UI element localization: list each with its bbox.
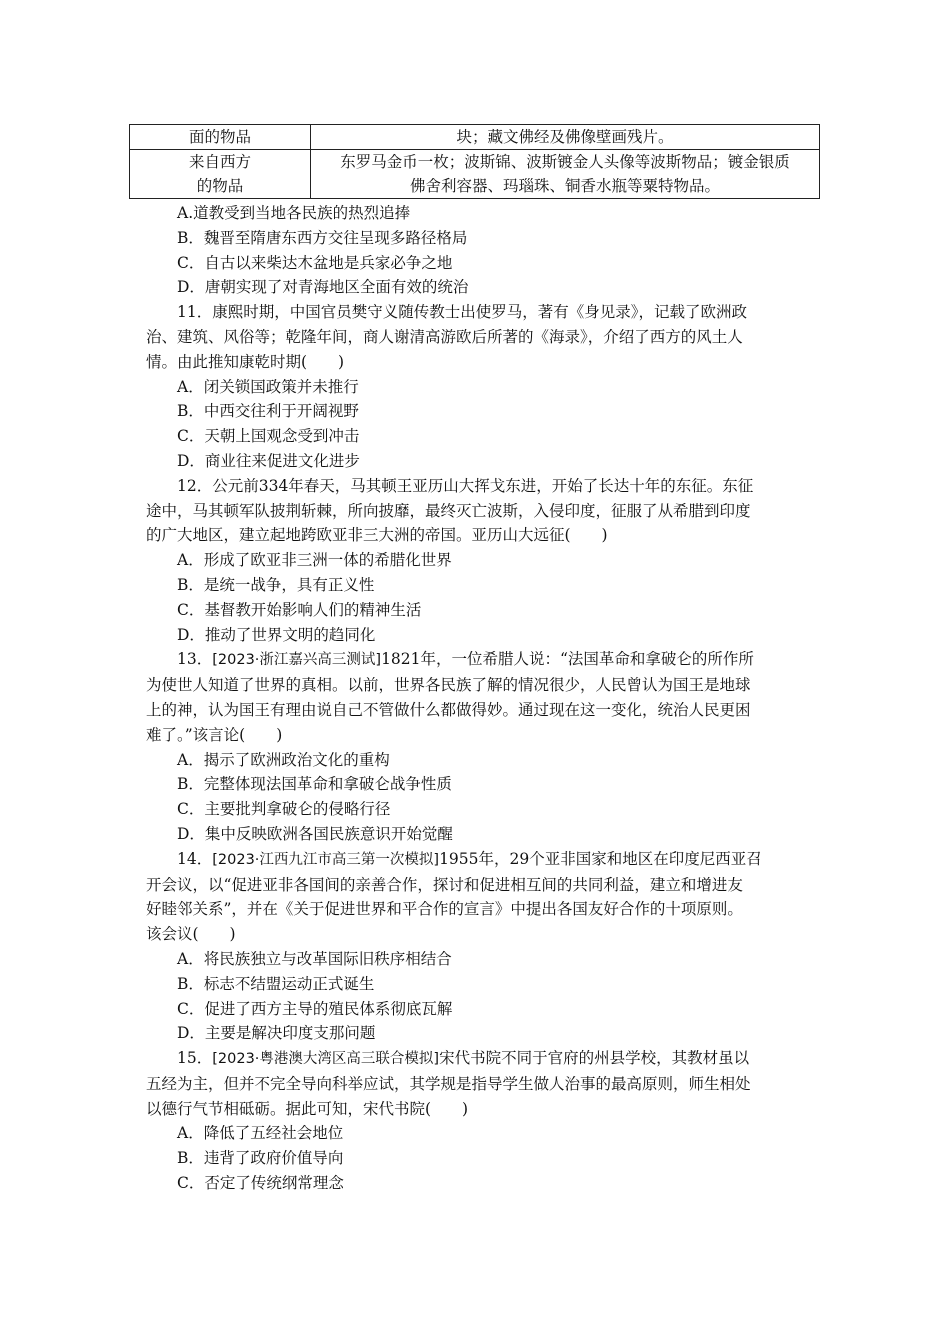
option-d: D．推动了世界文明的趋同化 <box>177 625 376 644</box>
question-15 <box>146 1046 814 1196</box>
option-a: A．揭示了欧洲政治文化的重构 <box>177 750 390 769</box>
question-number: 15． <box>177 1049 213 1068</box>
question-stem-line: 情。由此推知康乾时期( ) <box>146 352 345 371</box>
table-cell-label: 面的物品 <box>130 125 311 150</box>
question-stem-line: 的广大地区，建立起地跨欧亚非三大洲的帝国。亚历山大远征( ) <box>146 526 608 545</box>
question-stem <box>146 1046 814 1072</box>
question-stem-line: 途中，马其顿军队披荆斩棘，所向披靡，最终灭亡波斯，入侵印度，征服了从希腊到印度 <box>146 501 751 520</box>
option-c: C．促进了西方主导的殖民体系彻底瓦解 <box>177 999 453 1018</box>
option-a: A．形成了欧亚非三洲一体的希腊化世界 <box>177 551 452 570</box>
option-c: C．主要批判拿破仑的侵略行径 <box>177 800 391 819</box>
question-source: [2023·粤港澳大湾区高三联合模拟] <box>212 1051 440 1068</box>
option-a: A．闭关锁国政策并未推行 <box>177 377 359 396</box>
question-stem-text: 宋代书院不同于官府的州县学校，其教材虽以 <box>439 1049 750 1068</box>
question-14 <box>146 847 814 1046</box>
table-row <box>130 150 820 199</box>
question-stem <box>146 647 814 673</box>
question-source: [2023·浙江嘉兴高三测试] <box>212 652 382 669</box>
option-b: B．标志不结盟运动正式诞生 <box>177 974 375 993</box>
table-cell-label: 来自西方 的物品 <box>130 150 311 199</box>
question-stem-line: 好睦邻关系”，并在《关于促进世界和平合作的宣言》中提出各国友好合作的十项原则。 <box>146 900 743 919</box>
question-stem-line: 为使世人知道了世界的真相。以前，世界各民族了解的情况很少，人民曾认为国王是地球 <box>146 676 751 695</box>
option-a: A.道教受到当地各民族的热烈追捧 <box>177 204 411 222</box>
option-c: C．天朝上国观念受到冲击 <box>177 427 360 446</box>
question-number: 14． <box>177 849 213 868</box>
question-number: 13． <box>177 650 213 669</box>
option-c: C．否定了传统纲常理念 <box>177 1174 344 1193</box>
question-stem-line: 上的神，认为国王有理由说自己不管做什么都做得妙。通过现在这一变化，统治人民更困 <box>146 700 751 719</box>
option-c: C．自古以来柴达木盆地是兵家必争之地 <box>177 253 453 272</box>
question-12 <box>146 474 814 648</box>
question-stem-line: 难了。”该言论( ) <box>146 725 283 744</box>
question-stem-line: 治、建筑、风俗等；乾隆年间，商人谢清高游欧后所著的《海录》，介绍了西方的风土人 <box>146 327 743 346</box>
question-content <box>146 201 814 1196</box>
question-stem-text: 1955年，29个亚非国家和地区在印度尼西亚召 <box>439 849 762 868</box>
option-d: D．唐朝实现了对青海地区全面有效的统治 <box>177 278 469 297</box>
question-stem-line: 该会议( ) <box>146 925 236 944</box>
question-stem <box>146 847 814 873</box>
artifact-table <box>129 124 820 199</box>
question-stem-text: 1821年，一位希腊人说：“法国革命和拿破仑的所作所 <box>381 650 754 669</box>
table-cell-content: 东罗马金币一枚；波斯锦、波斯镀金人头像等波斯物品；镀金银质 佛舍利容器、玛瑙珠、铜香水瓶等粟特物品。 <box>311 150 820 199</box>
question-10-options <box>146 201 814 300</box>
question-13 <box>146 647 814 846</box>
question-stem-line: 以德行气节相砥砺。据此可知，宋代书院( ) <box>146 1099 469 1118</box>
option-b: B．违背了政府价值导向 <box>177 1149 344 1168</box>
option-c: C．基督教开始影响人们的精神生活 <box>177 600 422 619</box>
option-d: D．集中反映欧洲各国民族意识开始觉醒 <box>177 824 453 843</box>
option-a: A．降低了五经社会地位 <box>177 1124 344 1143</box>
question-source: [2023·江西九江市高三第一次模拟] <box>212 851 440 868</box>
option-b: B．完整体现法国革命和拿破仑战争性质 <box>177 775 452 794</box>
question-stem-line: 五经为主，但并不完全导向科举应试，其学规是指导学生做人治事的最高原则，师生相处 <box>146 1074 751 1093</box>
option-d: D．商业往来促进文化进步 <box>177 451 360 470</box>
table-cell-content: 块；藏文佛经及佛像壁画残片。 <box>311 125 820 150</box>
option-b: B．中西交往利于开阔视野 <box>177 402 359 421</box>
option-b: B．魏晋至隋唐东西方交往呈现多路径格局 <box>177 228 468 247</box>
option-d: D．主要是解决印度支那问题 <box>177 1024 376 1043</box>
option-a: A．将民族独立与改革国际旧秩序相结合 <box>177 949 452 968</box>
table-row <box>130 125 820 150</box>
question-11 <box>146 300 814 474</box>
question-stem: 12．公元前334年春天，马其顿王亚历山大挥戈东进，开始了长达十年的东征。东征 <box>177 476 754 495</box>
question-stem-line: 开会议，以“促进亚非各国间的亲善合作，探讨和促进相互间的共同利益，建立和增进友 <box>146 875 743 894</box>
question-stem: 11．康熙时期，中国官员樊守义随传教士出使罗马，著有《身见录》，记载了欧洲政 <box>177 303 747 322</box>
option-b: B．是统一战争，具有正义性 <box>177 575 375 594</box>
